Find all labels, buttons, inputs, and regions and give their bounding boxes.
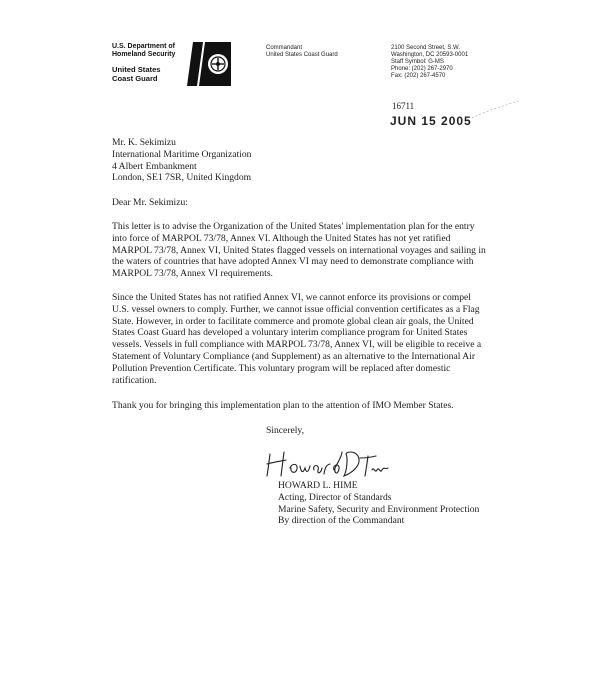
body-line: Thank you for bringing this implementation plan to the attention of IMO Member States. <box>112 400 454 411</box>
body-line: into force of MARPOL 73/78, Annex VI. Although the United States has not yet ratified <box>112 232 451 244</box>
scan-marks <box>470 98 520 122</box>
recipient-line: 4 Albert Embankment <box>112 160 197 172</box>
body-line: ratification. <box>112 374 157 386</box>
body-paragraph-1 <box>112 221 527 280</box>
address-line: Staff Symbol: G-MS <box>391 59 444 65</box>
coast-guard-logo <box>187 42 231 86</box>
body-line: States Coast Guard has developed a voluntary interim compliance program for United States <box>112 327 468 339</box>
sender-line-1: Commandant <box>266 45 303 51</box>
sender-address <box>391 45 468 80</box>
body-line: Since the United States has not ratified Annex VI, we cannot enforce its provisions or compel <box>112 292 471 303</box>
recipient-line: International Maritime Organization <box>112 148 252 160</box>
department-name <box>112 43 175 59</box>
body-line: State. However, in order to facilitate commerce and promote global clean air goals, the United <box>112 315 474 327</box>
body-line: Pollution Prevention Certificate. This voluntary program will be replaced after domestic <box>112 362 451 374</box>
handwritten-signature <box>262 448 392 480</box>
ssic-number: 16711 <box>392 101 415 111</box>
salutation: Dear Mr. Sekimizu: <box>112 197 188 208</box>
agency-line-2: Coast Guard <box>112 73 158 83</box>
signatory-block <box>278 480 479 527</box>
body-paragraph-3 <box>112 400 527 412</box>
date-stamp: JUN 15 2005 <box>390 114 472 128</box>
address-line: 2100 Second Street, S.W. <box>391 45 461 51</box>
body-line: Statement of Voluntary Compliance (and Supplement) as an alternative to the International Air <box>112 350 476 362</box>
sender-office <box>266 45 338 59</box>
agency-line-1: United States <box>112 65 161 74</box>
address-line: Washington, DC 20593-0001 <box>391 52 469 58</box>
signatory-name: HOWARD L. HIME <box>278 480 358 491</box>
body-line: the waters of countries that have adopted Annex VI may need to demonstrate compliance with <box>112 256 474 268</box>
agency-name <box>112 66 161 83</box>
body-line: MARPOL 73/78, Annex VI, United States flagged vessels on international voyages and sailing in <box>112 244 486 256</box>
recipient-address <box>112 137 251 184</box>
body-paragraph-2 <box>112 292 527 386</box>
body-line: MARPOL 73/78, Annex VI requirements. <box>112 268 273 280</box>
address-line: Fax: (202) 267-4570 <box>391 73 446 79</box>
address-line: Phone: (202) 267-2970 <box>391 66 453 72</box>
body-line: U.S. vessel owners to comply. Further, we cannot issue official convention certificates as a Flag <box>112 303 480 315</box>
sender-line-2: United States Coast Guard <box>266 52 338 58</box>
body-line: vessels. Vessels in full compliance with MARPOL 73/78, Annex VI, will be eligible to receive a <box>112 339 482 351</box>
department-line-1: U.S. Department of <box>112 43 176 50</box>
signatory-office: Marine Safety, Security and Environment Protection <box>278 503 480 515</box>
recipient-line: London, SE1 7SR, United Kingdom <box>112 172 252 184</box>
recipient-line: Mr. K. Sekimizu <box>112 137 176 148</box>
closing: Sincerely, <box>266 425 305 436</box>
signatory-authority: By direction of the Commandant <box>278 515 405 527</box>
signatory-title: Acting, Director of Standards <box>278 491 392 503</box>
department-line-2: Homeland Security <box>112 51 176 58</box>
body-line: This letter is to advise the Organization of the United States' implementation plan for the entry <box>112 221 475 232</box>
